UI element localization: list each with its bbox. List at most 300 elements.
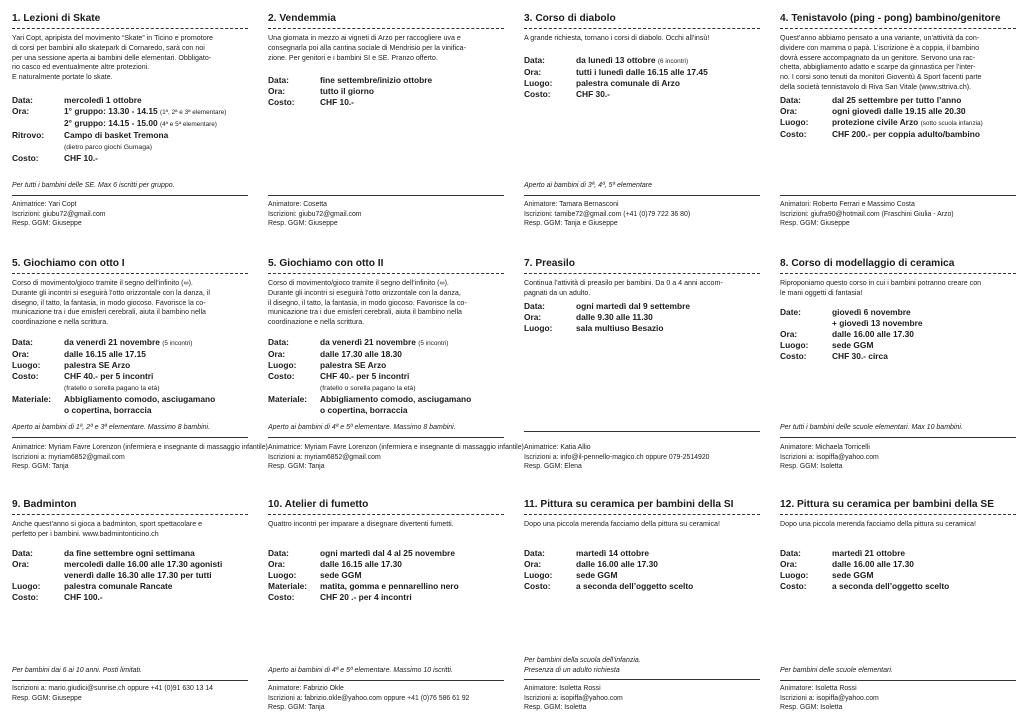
detail-row xyxy=(268,349,504,360)
detail-values xyxy=(64,394,248,416)
detail-values xyxy=(832,307,1016,329)
detail-line xyxy=(576,89,760,100)
contact-line: Animatrice: Myriam Favre Lorenzon (infermiera e insegnante di massaggio infantile) xyxy=(268,444,524,451)
detail-line xyxy=(320,559,504,570)
detail-value: da lunedì 13 ottobre xyxy=(576,55,656,65)
detail-value: 2° gruppo: 14.15 - 15.00 xyxy=(64,118,158,128)
audience-line: Per tutti i bambini delle SE. Max 6 iscritti per gruppo. xyxy=(12,182,175,189)
detail-label: Luogo: xyxy=(12,360,41,370)
detail-value: sede GGM xyxy=(576,570,618,580)
detail-label: Ora: xyxy=(524,312,542,322)
detail-values xyxy=(320,360,504,371)
course-contacts xyxy=(268,443,524,472)
detail-note: (4ª e 5ª elementare) xyxy=(159,121,217,128)
detail-values xyxy=(64,360,248,371)
contact-line: Iscrizioni a: mario.giudici@sunrise.ch oppure +41 (0)91 630 13 14 xyxy=(12,685,213,692)
detail-label: Costo: xyxy=(268,592,295,602)
detail-label: Luogo: xyxy=(524,570,553,580)
detail-value: Campo di basket Tremona xyxy=(64,130,169,140)
contact-line: Resp. GGM: Giuseppe xyxy=(12,220,82,227)
contact-line: Animatore: Isoletta Rossi xyxy=(524,685,601,692)
course-title: 7. Preasilo xyxy=(524,257,760,274)
contact-line: Resp. GGM: Tanja xyxy=(12,463,69,470)
detail-line xyxy=(832,95,1016,106)
detail-line xyxy=(64,95,248,106)
contact-line: Resp. GGM: Isoletta xyxy=(524,704,587,711)
course-description xyxy=(524,279,760,299)
detail-row xyxy=(780,307,1016,329)
detail-row xyxy=(12,153,248,164)
detail-row xyxy=(268,75,504,86)
description-line: Quest’anno abbiamo pensato a una variante, un’attività da con- xyxy=(780,34,980,42)
course-title: 11. Pittura su ceramica per bambini della SI xyxy=(524,498,760,515)
detail-value: CHF 100.- xyxy=(64,592,103,602)
detail-line xyxy=(64,153,248,164)
detail-row xyxy=(12,130,248,153)
course-contacts xyxy=(12,443,268,472)
detail-value: a seconda dell’oggetto scelto xyxy=(832,581,950,591)
course-card xyxy=(268,0,504,240)
detail-label: Data: xyxy=(268,548,289,558)
course-title: 3. Corso di diabolo xyxy=(524,12,760,29)
detail-note: (sotto scuola infanzia) xyxy=(920,120,983,127)
detail-values xyxy=(576,78,760,89)
detail-value: protezione civile Arzo xyxy=(832,117,919,127)
detail-row xyxy=(12,360,248,371)
detail-line xyxy=(320,548,504,559)
detail-value: palestra SE Arzo xyxy=(64,360,131,370)
detail-label: Luogo: xyxy=(524,78,553,88)
description-line: pagnati da un adulto. xyxy=(524,288,591,297)
detail-row xyxy=(524,548,760,559)
detail-row xyxy=(268,337,504,349)
contact-line: Iscrizioni a: myriam6852@gmail.com xyxy=(12,453,125,461)
contact-line: Animatore: Michaela Torricelli xyxy=(780,444,870,451)
course-card xyxy=(268,245,524,480)
detail-value: a seconda dell’oggetto scelto xyxy=(576,581,694,591)
description-line: dovrà essere accompagnato da un genitore. Servono una rac- xyxy=(780,53,976,62)
detail-label: Luogo: xyxy=(12,581,41,591)
detail-label: Luogo: xyxy=(780,340,809,350)
detail-line xyxy=(64,337,248,349)
detail-line xyxy=(832,117,1016,129)
course-details xyxy=(780,307,1016,362)
detail-values xyxy=(576,323,760,334)
course-details xyxy=(780,95,1016,140)
course-description xyxy=(780,520,1016,530)
description-line: coordinazione e nella scrittura. xyxy=(268,318,365,327)
contact-line: Animatori: Roberto Ferrari e Massimo Costa xyxy=(780,201,915,208)
detail-label: Date: xyxy=(780,307,801,317)
course-details xyxy=(12,548,248,603)
detail-values xyxy=(320,592,504,603)
detail-value: venerdì dalle 16.30 alle 17.30 per tutti xyxy=(64,570,212,580)
audience-note xyxy=(780,423,1016,438)
detail-values xyxy=(832,117,1016,129)
detail-value: CHF 10.- xyxy=(320,97,354,107)
detail-values xyxy=(576,55,760,67)
description-line: zione. Per genitori e i bambini SI e SE. Pranzo offerto. xyxy=(268,53,438,62)
course-description xyxy=(268,34,504,63)
detail-note: (6 incontri) xyxy=(657,58,689,65)
detail-label: Costo: xyxy=(780,129,807,139)
contact-line: Resp. GGM: Giuseppe xyxy=(780,220,850,227)
detail-label: Materiale: xyxy=(268,581,308,591)
detail-value: dal 25 settembre per tutto l’anno xyxy=(832,95,962,105)
description-line: Quattro incontri per imparare a disegnare divertenti fumetti. xyxy=(268,520,454,528)
course-contacts xyxy=(268,684,504,713)
detail-values xyxy=(64,349,248,360)
audience-line: Per bambini della scuola dell’infanzia. xyxy=(524,657,641,664)
detail-values xyxy=(320,97,504,108)
detail-values xyxy=(320,75,504,86)
course-card xyxy=(12,486,248,724)
detail-label: Data: xyxy=(524,55,545,65)
course-contacts xyxy=(524,200,760,229)
detail-row xyxy=(12,548,248,559)
description-line: le mani oggetti di fantasia! xyxy=(780,288,863,297)
description-line: dividere con mamma o papà. L’iscrizione è a coppia, il bambino xyxy=(780,43,980,52)
detail-value: dalle 16.00 alle 17.30 xyxy=(832,329,914,339)
audience-line xyxy=(780,181,1016,191)
detail-values xyxy=(320,349,504,360)
detail-row xyxy=(524,312,760,323)
audience-line: Aperto ai bambini di 1ª, 2ª e 3ª elementare. Massimo 8 bambini. xyxy=(12,424,211,431)
course-description xyxy=(524,520,760,530)
audience-line: Presenza di un adulto richiesta xyxy=(524,666,620,674)
description-line: Yari Copt, apripista del movimento “Skate” in Ticino e promotore xyxy=(12,34,213,42)
detail-values xyxy=(832,351,1016,362)
course-title: 2. Vendemmia xyxy=(268,12,504,29)
course-contacts xyxy=(524,443,760,472)
detail-label: Ora: xyxy=(780,329,798,339)
detail-value: dalle 16.15 alle 17.15 xyxy=(64,349,146,359)
detail-values xyxy=(832,548,1016,559)
detail-value: CHF 30.- circa xyxy=(832,351,888,361)
contact-line: Resp. GGM: Tanja xyxy=(268,463,325,470)
detail-line xyxy=(576,323,760,334)
detail-label: Ora: xyxy=(12,559,30,569)
detail-row xyxy=(12,371,248,394)
detail-label: Materiale: xyxy=(268,394,308,404)
detail-values xyxy=(832,329,1016,340)
description-line: Riproponiamo questo corso in cui i bambini potranno creare con xyxy=(780,279,982,287)
detail-line xyxy=(320,360,504,371)
course-title: 5. Giochiamo con otto I xyxy=(12,257,248,274)
contact-line: Resp. GGM: Tanja xyxy=(268,704,325,711)
contact-line: Iscrizioni a: fabrizio.okle@yahoo.com oppure +41 (0)76 586 61 92 xyxy=(268,694,470,702)
description-line: di corsi per bambini allo skatepark di Cornaredo, sarà con noi xyxy=(12,43,205,52)
detail-values xyxy=(576,89,760,100)
detail-value: matita, gomma e pennarellino nero xyxy=(320,581,459,591)
detail-values xyxy=(64,371,248,394)
description-line: della società tennistavolo di Riva San Vitale (www.sttriva.ch). xyxy=(780,82,972,91)
course-contacts xyxy=(12,200,248,229)
detail-label: Costo: xyxy=(780,581,807,591)
audience-note xyxy=(780,666,1016,681)
detail-values xyxy=(832,95,1016,106)
description-line: Anche quest’anno si gioca a badminton, sport spettacolare e xyxy=(12,520,203,528)
detail-values xyxy=(576,570,760,581)
detail-value: CHF 30.- xyxy=(576,89,610,99)
detail-row xyxy=(524,581,760,592)
description-line: disegno, il tatto, la fantasia, in modo giocoso. Favorisce la co- xyxy=(12,298,206,307)
audience-line xyxy=(524,417,760,427)
detail-label: Costo: xyxy=(268,97,295,107)
course-contacts xyxy=(524,684,760,713)
detail-row xyxy=(780,129,1016,140)
detail-subnote: (fratello o sorella pagano la età) xyxy=(320,385,416,392)
detail-label: Costo: xyxy=(268,371,295,381)
detail-row xyxy=(268,592,504,603)
detail-row xyxy=(268,394,504,416)
detail-value: ogni martedì dal 4 al 25 novembre xyxy=(320,548,455,558)
detail-label: Luogo: xyxy=(524,323,553,333)
course-details xyxy=(524,301,760,334)
detail-values xyxy=(832,340,1016,351)
description-line: Durante gli incontri si eseguirà l’otto orizzontale con la danza, il xyxy=(12,288,210,297)
detail-label: Costo: xyxy=(780,351,807,361)
audience-note xyxy=(524,417,760,432)
detail-row xyxy=(780,340,1016,351)
detail-value: martedì 21 ottobre xyxy=(832,548,906,558)
detail-values xyxy=(320,337,504,349)
detail-row xyxy=(780,570,1016,581)
detail-line xyxy=(64,118,248,130)
detail-value: o copertina, borraccia xyxy=(320,405,408,415)
course-details xyxy=(268,548,504,603)
detail-label: Ora: xyxy=(524,67,542,77)
detail-row xyxy=(524,67,760,78)
course-card xyxy=(12,245,268,480)
course-details xyxy=(780,548,1016,592)
detail-value: o copertina, borraccia xyxy=(64,405,152,415)
detail-note: (5 incontri) xyxy=(418,340,449,347)
audience-note xyxy=(268,181,504,196)
detail-line xyxy=(832,570,1016,581)
detail-row xyxy=(524,559,760,570)
course-card xyxy=(780,486,1016,724)
detail-label: Data: xyxy=(12,337,33,347)
course-card xyxy=(524,486,760,724)
contact-line: Animatore: Isoletta Rossi xyxy=(780,685,857,692)
course-card xyxy=(268,486,504,724)
detail-label: Ora: xyxy=(780,106,798,116)
detail-label: Luogo: xyxy=(780,117,809,127)
contact-line: Resp. GGM: Isoletta xyxy=(780,463,843,470)
detail-values xyxy=(64,153,248,164)
detail-line xyxy=(832,318,1016,329)
detail-label: Luogo: xyxy=(268,360,297,370)
detail-row xyxy=(780,548,1016,559)
detail-line xyxy=(320,337,504,349)
detail-row xyxy=(268,360,504,371)
contact-line: Iscrizioni: giubu72@gmail.com xyxy=(12,210,106,218)
detail-value: dalle 16.15 alle 17.30 xyxy=(320,559,402,569)
description-line: chetta, abbigliamento adatto e scarpe da ginnastica per l’inter- xyxy=(780,63,976,72)
detail-row xyxy=(524,301,760,312)
detail-value: sede GGM xyxy=(832,570,874,580)
description-line: Continua l’attività di preasilo per bambini. Da 0 a 4 anni accom- xyxy=(524,279,723,287)
description-line: Corso di movimento/gioco tramite il segno dell’infinito (∞). xyxy=(12,279,193,287)
detail-value: sala multiuso Besazio xyxy=(576,323,664,333)
course-contacts xyxy=(780,443,1016,472)
detail-label: Data: xyxy=(268,75,289,85)
description-line: perfetto per i bambini. www.badmintonticino.ch xyxy=(12,529,159,538)
contact-line: Resp. GGM: Tanja e Giuseppe xyxy=(524,220,618,227)
course-title: 1. Lezioni di Skate xyxy=(12,12,248,29)
audience-note xyxy=(268,423,504,438)
detail-line xyxy=(576,55,760,67)
course-card xyxy=(524,0,760,240)
detail-line xyxy=(320,581,504,592)
detail-label: Costo: xyxy=(12,371,39,381)
detail-values xyxy=(320,394,504,416)
detail-line xyxy=(64,130,248,141)
contact-line: Resp. GGM: Isoletta xyxy=(780,704,843,711)
detail-value: CHF 40.- per 5 incontri xyxy=(320,371,410,381)
detail-line xyxy=(576,548,760,559)
detail-label: Data: xyxy=(524,301,545,311)
detail-value: + giovedì 13 novembre xyxy=(832,318,923,328)
detail-values xyxy=(832,129,1016,140)
detail-label: Data: xyxy=(780,548,801,558)
detail-row xyxy=(780,106,1016,117)
detail-row xyxy=(268,97,504,108)
course-card xyxy=(12,0,248,240)
detail-line xyxy=(576,581,760,592)
audience-note xyxy=(524,656,760,680)
contact-line: Iscrizioni: tamibe72@gmail.com (+41 (0)79 722 36 80) xyxy=(524,210,691,218)
audience-note xyxy=(12,666,248,681)
detail-value: dalle 17.30 alle 18.30 xyxy=(320,349,402,359)
description-line: consegnarla poi alla cantina sociale di Mendrisio per la vinifica- xyxy=(268,43,466,52)
detail-line xyxy=(832,581,1016,592)
detail-row xyxy=(268,371,504,394)
detail-row xyxy=(524,323,760,334)
detail-row xyxy=(268,548,504,559)
detail-line xyxy=(320,349,504,360)
contact-line: Resp. GGM: Elena xyxy=(524,463,582,470)
description-line: Dopo una piccola merenda facciamo della pittura su ceramica! xyxy=(780,520,976,528)
detail-line xyxy=(64,382,248,394)
detail-label: Ora: xyxy=(780,559,798,569)
detail-line xyxy=(576,559,760,570)
course-contacts xyxy=(268,200,504,229)
detail-values xyxy=(832,570,1016,581)
detail-value: CHF 20 .- per 4 incontri xyxy=(320,592,412,602)
course-details xyxy=(268,337,504,416)
detail-row xyxy=(524,55,760,67)
course-details xyxy=(12,337,248,416)
description-line: E naturalmente portate lo skate. xyxy=(12,73,113,82)
detail-line xyxy=(64,592,248,603)
audience-line: Per bambini dai 6 ai 10 anni. Posti limitati. xyxy=(12,667,142,674)
detail-line xyxy=(64,349,248,360)
detail-values xyxy=(320,371,504,394)
audience-line: Aperto ai bambini di 4ª e 5ª elementare. Massimo 8 bambini. xyxy=(268,424,456,431)
detail-values xyxy=(64,337,248,349)
detail-value: Abbigliamento comodo, asciugamano xyxy=(320,394,472,404)
detail-row xyxy=(12,592,248,603)
detail-row xyxy=(524,570,760,581)
detail-values xyxy=(320,570,504,581)
detail-values xyxy=(64,548,248,559)
detail-line xyxy=(64,360,248,371)
audience-note xyxy=(780,181,1016,196)
course-title: 8. Corso di modellaggio di ceramica xyxy=(780,257,1016,274)
course-contacts xyxy=(12,684,248,703)
detail-label: Data: xyxy=(780,95,801,105)
detail-line xyxy=(832,351,1016,362)
detail-row xyxy=(780,329,1016,340)
detail-value: da venerdì 21 novembre xyxy=(320,337,416,347)
detail-line xyxy=(832,340,1016,351)
contact-line: Iscrizioni a: info@il-pennello-magico.ch oppure 079-2514920 xyxy=(524,453,710,461)
contact-line: Animatore: Tamara Bernasconi xyxy=(524,201,619,208)
course-details xyxy=(524,55,760,100)
detail-line xyxy=(320,592,504,603)
detail-values xyxy=(64,559,248,581)
course-details xyxy=(524,548,760,592)
detail-row xyxy=(780,95,1016,106)
audience-line: Aperto ai bambini di 3ª, 4ª, 5ª elementare xyxy=(524,182,653,189)
detail-row xyxy=(780,351,1016,362)
detail-label: Ora: xyxy=(268,559,286,569)
detail-value: mercoledì dalle 16.00 alle 17.30 agonisti xyxy=(64,559,223,569)
detail-subnote: (fratello o sorella pagano la età) xyxy=(64,385,160,392)
course-description xyxy=(12,34,248,83)
detail-line xyxy=(64,570,248,581)
detail-row xyxy=(12,394,248,416)
detail-value: dalle 9.30 alle 11.30 xyxy=(576,312,653,322)
detail-value: ogni giovedì dalle 19.15 alle 20.30 xyxy=(832,106,966,116)
contact-line: Iscrizioni a: isopiffa@yahoo.com xyxy=(780,453,879,461)
description-line: rio casco ed eventualmente altre protezioni. xyxy=(12,63,150,72)
detail-values xyxy=(832,106,1016,117)
course-description xyxy=(524,34,760,44)
course-title: 5. Giochiamo con otto II xyxy=(268,257,504,274)
detail-line xyxy=(64,559,248,570)
course-details xyxy=(12,95,248,164)
contact-line: Iscrizioni: giufra90@hotmail.com (Fraschini Giulia - Arzo) xyxy=(780,210,954,218)
detail-row xyxy=(524,78,760,89)
course-card xyxy=(524,245,760,480)
detail-values xyxy=(576,581,760,592)
detail-values xyxy=(832,581,1016,592)
contact-line: Animatore: Fabrizio Okle xyxy=(268,685,344,692)
detail-note: (5 incontri) xyxy=(162,340,193,347)
detail-line xyxy=(320,75,504,86)
detail-values xyxy=(320,559,504,570)
audience-line xyxy=(268,181,504,191)
detail-line xyxy=(64,371,248,382)
detail-line xyxy=(320,394,504,405)
detail-row xyxy=(780,581,1016,592)
detail-values xyxy=(64,592,248,603)
detail-label: Ora: xyxy=(268,86,286,96)
detail-value: CHF 40.- per 5 incontri xyxy=(64,371,154,381)
course-title: 9. Badminton xyxy=(12,498,248,515)
course-details xyxy=(268,75,504,108)
contact-line: Iscrizioni a: isopiffa@yahoo.com xyxy=(524,694,623,702)
description-line: Durante gli incontri si eseguirà l’otto orizzontale con la danza, xyxy=(268,288,461,297)
detail-line xyxy=(832,129,1016,140)
detail-row xyxy=(12,581,248,592)
detail-values xyxy=(320,548,504,559)
detail-value: da venerdì 21 novembre xyxy=(64,337,160,347)
detail-row xyxy=(268,86,504,97)
